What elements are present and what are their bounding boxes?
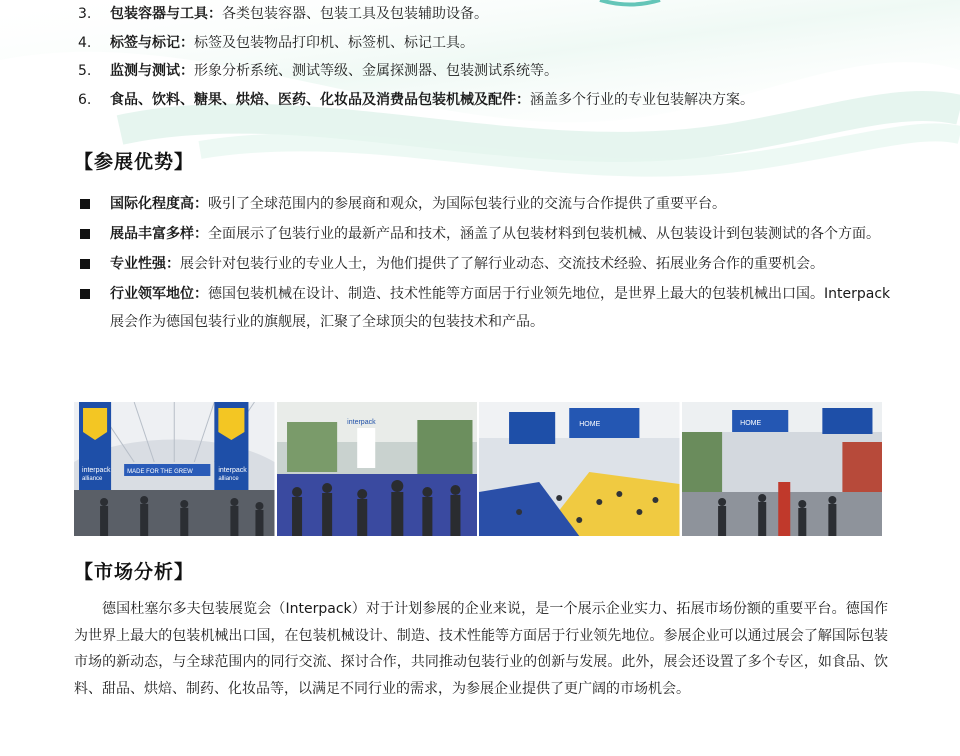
item-number: 6. — [78, 91, 92, 108]
item-heading: 包装容器与工具： — [110, 6, 222, 22]
item-text: 涵盖多个行业的专业包装解决方案。 — [530, 91, 754, 108]
item-text: 展会针对包装行业的专业人士，为他们提供了了解行业动态、交流技术经验、拓展业务合作的重要机会。 — [180, 256, 824, 272]
market-analysis-paragraph: 德国杜塞尔多夫包装展览会（Interpack）对于计划参展的企业来说，是一个展示企业实力、拓展市场份额的重要平台。德国作为世界上最大的包装机械出口国，在包装机械设计、制造、技术性能等方面居于行业领先地位。参展企业可以通过展会了解国际包装市场的新动态，与全球范围内的同行交流、探讨合作，共同推动包装行业的创新与发展。此外，展会还设置了多个专区，如食品、饮料、甜品、烘焙、制药、化妆品等，以满足不同行业的需求，为参展企业提供了更广阔的市场机会。 — [74, 601, 888, 697]
item-heading: 国际化程度高： — [110, 196, 208, 212]
exhibition-hall-photo — [74, 402, 275, 536]
square-bullet-icon — [80, 229, 90, 239]
product-category-list — [78, 0, 928, 114]
item-heading: 行业领军地位： — [110, 286, 208, 302]
banner-text: interpack — [82, 467, 111, 474]
banner-text: alliance — [82, 476, 103, 482]
item-heading: 专业性强： — [110, 256, 180, 272]
item-text: 标签及包装物品打印机、标签机、标记工具。 — [194, 34, 474, 51]
sign-text: HOME — [579, 421, 601, 428]
banner-text: MADE FOR THE GREW — [127, 469, 193, 475]
item-number: 3. — [78, 6, 92, 22]
list-item — [78, 0, 928, 29]
exhibition-hall-photo — [682, 402, 883, 536]
list-item — [78, 86, 928, 115]
exhibition-hall-photo — [277, 402, 478, 536]
advantages-list — [78, 190, 908, 338]
market-section-title: 【市场分析】 — [74, 561, 195, 583]
square-bullet-icon — [80, 199, 90, 209]
list-item — [78, 190, 908, 218]
square-bullet-icon — [80, 259, 90, 269]
sign-text: interpack — [346, 419, 376, 426]
list-item — [78, 280, 908, 336]
list-item — [78, 57, 928, 86]
item-text: 吸引了全球范围内的参展商和观众，为国际包装行业的交流与合作提供了重要平台。 — [208, 196, 726, 212]
exhibition-photo-strip — [74, 402, 882, 536]
square-bullet-icon — [80, 289, 90, 299]
list-item — [78, 220, 908, 248]
list-item — [78, 29, 928, 58]
advantages-section-title: 【参展优势】 — [74, 151, 195, 173]
list-item — [78, 250, 908, 278]
item-heading: 监测与测试： — [110, 63, 194, 80]
item-heading: 食品、饮料、糖果、烘焙、医药、化妆品及消费品包装机械及配件： — [110, 91, 530, 108]
item-text: 德国包装机械在设计、制造、技术性能等方面居于行业领先地位，是世界上最大的包装机械出口国。Interpack 展会作为德国包装行业的旗舰展，汇聚了全球顶尖的包装技术和产品。 — [110, 286, 891, 330]
sign-text: HOME — [739, 420, 761, 427]
item-number: 4. — [78, 34, 92, 51]
item-heading: 标签与标记： — [110, 34, 194, 51]
item-text: 形象分析系统、测试等级、金属探测器、包装测试系统等。 — [194, 63, 558, 80]
item-text: 各类包装容器、包装工具及包装辅助设备。 — [222, 6, 488, 22]
banner-text: interpack — [218, 467, 247, 474]
banner-text: alliance — [218, 476, 239, 482]
item-number: 5. — [78, 63, 92, 80]
exhibition-hall-photo — [479, 402, 680, 536]
item-heading: 展品丰富多样： — [110, 226, 208, 242]
item-text: 全面展示了包装行业的最新产品和技术，涵盖了从包装材料到包装机械、从包装设计到包装测试的各个方面。 — [208, 226, 880, 242]
